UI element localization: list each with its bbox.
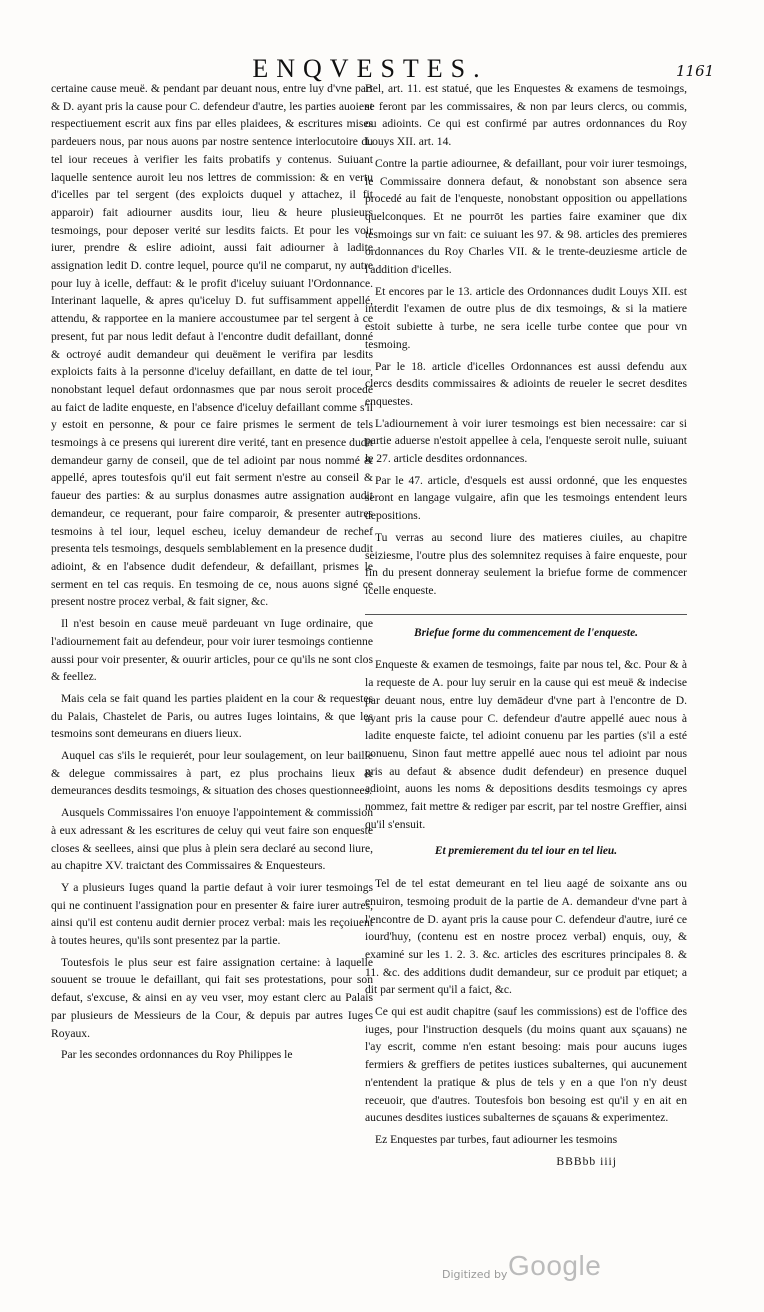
left-column — [51, 80, 373, 1068]
paragraph: Ce qui est audit chapitre (sauf les commissions) est de l'office des iuges, pour l'instruction desquels (du moins quant aux sçauans) ne l'ay escrit, comme n'en estant besoing: mais pour aucuns iuges fermiers & greffiers de petites iustices subalternes, qui aucunement n'entendent la pratique & plus de tels y en a que l'on n'y deust receuoir, que d'autres. Toutesfois bon besoing est qu'il y en ait en aucunes desdites iustices subalternes de sçauans & experimentez. — [365, 1005, 687, 1125]
paragraph: L'adiournement à voir iurer tesmoings est bien necessaire: car si partie aduerse n'estoit appellee à cela, l'enqueste seroit nulle, suiuant le 27. article desdites ordonnances. — [365, 416, 687, 466]
paragraph: Ausquels Commissaires l'on enuoye l'appointement & commission à eux adressant & les escritures de celuy qui veut faire son enqueste closes & seellees, ainsi que plus à plein sera declaré au second liure, au chapitre XV. traictant des Commissaires & Enquesteurs. — [51, 806, 373, 873]
google-logo: Google — [508, 1250, 602, 1281]
page-title: ENQVESTES. — [252, 54, 488, 83]
section-heading: Et premierement du tel iour en tel lieu. — [434, 845, 618, 858]
paragraph: Par les secondes ordonnances du Roy Philippes le — [61, 1048, 293, 1062]
paragraph: Tu verras au second liure des matieres ciuiles, au chapitre seiziesme, l'outre plus des solemnitez requises à faire enqueste, pour fin du present donneray seulement la briefue forme de commencer icelle enqueste. — [365, 530, 687, 597]
paragraph: Y a plusieurs Iuges quand la partie defaut à voir iurer tesmoings qui ne continuent l'assignation pour en presenter & faire iurer autres, ainsi qu'il est contenu audit dernier procez verbal: mais les reçoiuent à toutes heures, qu'ils sont presentez par la partie. — [51, 880, 373, 948]
paragraph: certaine cause meuë. & pendant par deuant nous, entre luy d'vne part & D. ayant pris la cause pour C. defendeur d'autre, les parties auoient respectiuement escrit aux fins par elles plaidees, & escritures mises pardeuers nous, par nous auons par nostre sentence interlocutoire du tel iour receues à verifier les faits probatifs y contenus. Suiuant laquelle sentence auroit leu nos lettres de commission: & en vertu d'icelles par tel sergent (des exploicts duquel y attachez, il fit apparoir) fait adiourner ausdits iour, lieu & heure plusieurs tesmoings, pour deposer verité sur lesdits faicts. Et pour les voir iurer, prendre & eslire adioint, aussi fait adiourner à ladite assignation ledit D. contre lequel, pource qu'il ne comparut, ny autre pour luy à icelle, deffaut: & le profit d'iceluy suiuant l'Ordonnance. Interinant laquelle, & apres qu'iceluy D. fut suffisamment appellé, attendu, & rapportee en la maniere accoustumee par tel sergent à ce present, fut par nous ledit defaut à l'encontre dudit defaillant, donné & octroyé audit demandeur qui deuëment le verifira par lesdits exploicts faits à la personne d'iceluy defaillant, en datte de tel iour, nonobstant lequel defaut ordonnasmes que par nous seroit procedé au faict de ladite enqueste, en l'absence d'iceluy defaillant comme s'il y estoit en personne, & pour ce faire prismes le serment de tels tesmoings à ce presens qui iurerent dire verité, tant en presence dudit demandeur garny de conseil, que de tel adioint par nous nommé & appellé, apres toutesfois qu'il eut fait serment n'estre au conseil & faueur des parties: & au surplus donasmes autre assignation audit demandeur, ce requerant, pour faire comparoir, & presenter autres tesmoins à tel iour, lequel escheu, iceluy demandeur de rechef presenta tels tesmoings, desquels semblablement en la presence dudit adioint, & en l'absence dudit defendeur, & defaillant, prismes le serment en tel cas requis. En tesmoing de ce, nous auons signé ce present nostre procez verbal, & fait signer, &c. — [51, 82, 373, 609]
paragraph: Par le 47. article, d'esquels est aussi ordonné, que les enquestes seront en langage vulgaire, afin que les tesmoings entendent leurs depositions. — [365, 473, 687, 523]
paragraph: Bel, art. 11. est statué, que les Enquestes & examens de tesmoings, se feront par les commissaires, & non par leurs clercs, ou commis, ou adioints. Ce qui est confirmé par autres ordonnances du Roy Louys XII. art. 14. — [365, 82, 687, 149]
section-heading: Briefue forme du commencement de l'enqueste. — [414, 626, 638, 639]
paragraph: Et encores par le 13. article des Ordonnances dudit Louys XII. est interdit l'examen de outre plus de dix tesmoings, & si la matiere estoit subiette à turbe, ne sera icelle turbe contee que pour vn tesmoing. — [365, 284, 687, 351]
section-divider — [365, 614, 687, 615]
paragraph: Par le 18. article d'icelles Ordonnances est aussi defendu aux clercs desdits commissaires & adioints de reueler le secret desdites enquestes. — [365, 359, 687, 408]
right-column — [365, 80, 687, 1174]
paragraph: Contre la partie adiournee, & defaillant, pour voir iurer tesmoings, le Commissaire donnera defaut, & nonobstant son absence sera procedé au fait de l'enqueste, nonobstant opposition ou appellations quelconques. Et ne pourrōt les parties faire examiner que dix tesmoings sur vn fait: ce suiuant les 97. & 98. articles des premieres ordonnances du Roy Charles VII. & le trente-deuziesme article de l'addition d'icelles. — [365, 156, 687, 277]
signature-mark: BBBbb iiij — [556, 1154, 617, 1168]
paragraph: Mais cela se fait quand les parties plaident en la cour & requestes du Palais, Chastelet de Paris, ou autres Iuges lointains, & que les tesmoins sont demeurans en diuers lieux. — [51, 691, 373, 741]
paragraph: Il n'est besoin en cause meuë pardeuant vn Iuge ordinaire, que l'adiournement fait au defendeur, pour voir iurer tesmoings contienne aussi pour voir presenter, & ouurir articles, pour ce qu'ils ne sont clos & feellez. — [51, 617, 373, 684]
digitization-watermark — [442, 1250, 642, 1290]
digitized-by-label: Digitized by — [442, 1268, 508, 1281]
paragraph: Tel de tel estat demeurant en tel lieu aagé de soixante ans ou enuiron, tesmoing produit de la partie de A. demandeur d'vne part à l'encontre de D. ayant pris la cause pour C. defendeur d'autre, iuré ce iourd'huy, (contenu est en nostre procez verbal) enquis, ouy, & examiné sur les 1. 2. 3. &c. articles des escritures principales 8. & 11. &c. des additions dudit demandeur, sur ce produit par etiquet; a dit par serment qu'il a faict, &c. — [365, 877, 687, 997]
paragraph: Toutesfois le plus seur est faire assignation certaine: à laquelle souuent se trouue le defaillant, qui fait ses protestations, pour son defaut, s'excuse, & ainsi en ay veu vser, moy estant clerc au Palais par plusieurs de Messieurs de la Cour, & depuis par autres Iuges Royaux. — [51, 955, 373, 1040]
folio-number: 1161 — [676, 62, 715, 80]
paragraph: Enqueste & examen de tesmoings, faite par nous tel, &c. Pour & à la requeste de A. pour luy seruir en la cause qui est meuë & indecise par deuant nous, entre luy demādeur d'vne part à l'encontre de D. ayant pris la cause pour C. defendeur d'autre appellé auec nous à ladite enqueste faicte, tel adioint conuenu par les parties (s'il a esté conuenu, Sinon faut mettre appellé auec nous tel adioint par nous pris au defaut & absence dudit defendeur) en presence duquel adioint, auons les noms & depositions desdits tesmoings cy apres nommez, fait mettre & rediger par escrit, par tel nostre Greffier, ainsi qu'il s'ensuit. — [365, 658, 687, 831]
paragraph: Auquel cas s'ils le requierét, pour leur soulagement, on leur baille & delegue commissaires à part, ez plus prochains lieux & demeurances desdits tesmoings, & situation des choses questionnees. — [51, 749, 373, 798]
paragraph: Ez Enquestes par turbes, faut adiourner les tesmoins — [375, 1132, 618, 1146]
